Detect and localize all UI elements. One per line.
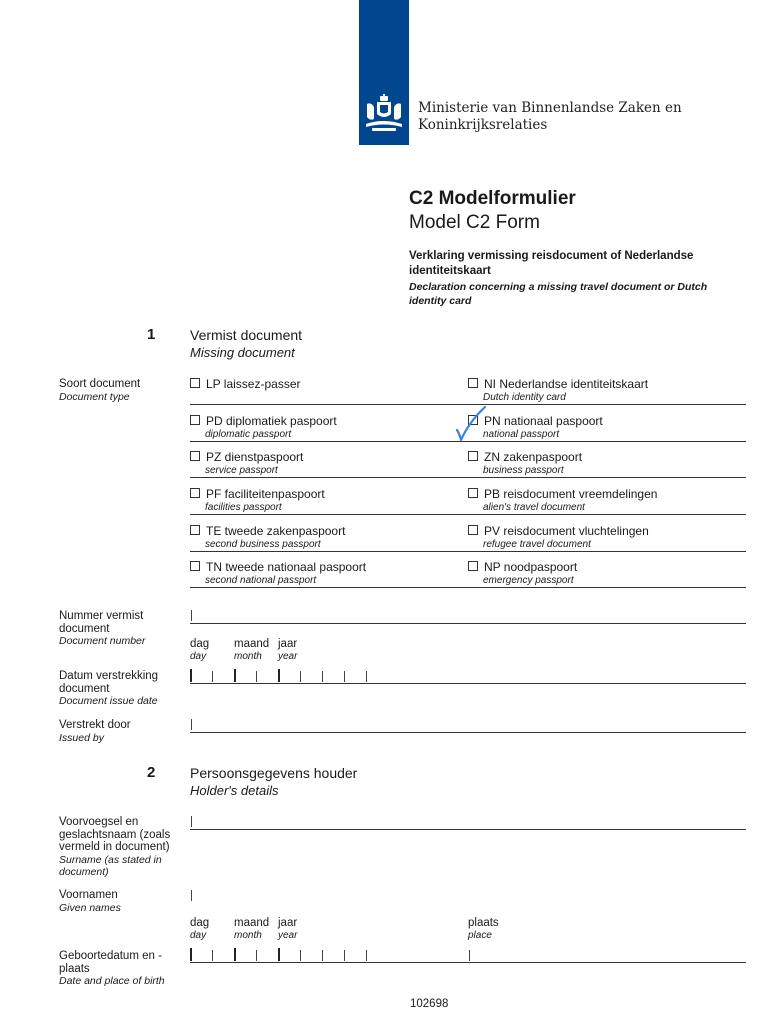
surname-input-line[interactable]	[190, 829, 746, 830]
issue-date-label	[59, 670, 184, 708]
row-divider	[190, 514, 746, 515]
ministry-line-2: Koninkrijksrelaties	[418, 117, 548, 133]
option-label-en: service passport	[205, 465, 278, 476]
row-divider	[190, 551, 746, 552]
month-label-en: month	[234, 650, 262, 662]
checkbox[interactable]	[468, 451, 478, 461]
birth-date-input[interactable]	[190, 948, 370, 962]
section-1-title-en: Missing document	[190, 345, 295, 360]
option-label-en: facilities passport	[205, 502, 282, 513]
option-pn[interactable]	[468, 415, 603, 441]
year-label-nl: jaar	[278, 917, 298, 929]
option-label-en: refugee travel document	[483, 539, 591, 550]
form-subtitle-en: Declaration concerning a missing travel document or Dutch identity card	[409, 281, 708, 307]
option-label: PF faciliteitenpaspoort	[206, 487, 325, 501]
doc-type-label-nl: Soort document	[59, 378, 141, 390]
doc-number-label	[59, 610, 184, 648]
doc-number-input-line[interactable]	[190, 623, 746, 624]
logo-bar	[359, 0, 409, 145]
option-label: NP noodpaspoort	[484, 560, 578, 574]
form-title: C2 Modelformulier	[409, 188, 576, 209]
option-lp[interactable]	[190, 378, 301, 391]
option-tn[interactable]	[190, 561, 366, 587]
digit-separator	[300, 950, 301, 961]
checkbox[interactable]	[468, 488, 478, 498]
option-label: TE tweede zakenpaspoort	[206, 524, 346, 538]
option-label-en: national passport	[483, 429, 560, 440]
doc-number-label-nl: Nummer vermist document	[59, 610, 144, 635]
day-label-en: day	[190, 929, 207, 941]
option-label: ZN zakenpaspoort	[484, 450, 583, 464]
place-label-en: place	[468, 929, 492, 941]
digit-separator	[190, 948, 192, 961]
issue-month-label	[234, 638, 269, 663]
digit-separator	[234, 948, 236, 961]
checkbox[interactable]	[190, 451, 200, 461]
option-label-en: emergency passport	[483, 575, 574, 586]
checkmark-icon	[454, 404, 488, 444]
issue-date-input-line	[190, 683, 746, 684]
digit-separator	[366, 671, 367, 682]
form-subtitle: Verklaring vermissing reisdocument of Nederlandse identiteitskaart	[409, 250, 694, 277]
issue-date-label-en: Document issue date	[59, 695, 158, 707]
section-1-number: 1	[147, 326, 156, 343]
place-label-nl: plaats	[468, 917, 499, 929]
issued-by-label-en: Issued by	[59, 731, 104, 744]
given-names-input-cursor[interactable]	[191, 890, 192, 901]
option-label: PZ dienstpaspoort	[206, 450, 304, 464]
royal-crest-icon	[363, 94, 405, 134]
birth-label-nl: Geboortedatum en -plaats	[59, 950, 162, 975]
option-pv[interactable]	[468, 525, 649, 551]
checkbox[interactable]	[190, 415, 200, 425]
birth-year-label	[278, 917, 297, 942]
digit-separator	[322, 671, 323, 682]
option-te[interactable]	[190, 525, 345, 551]
digit-separator	[344, 671, 345, 682]
digit-separator	[366, 950, 367, 961]
option-pb[interactable]	[468, 488, 657, 514]
form-title-en: Model C2 Form	[409, 212, 540, 233]
option-label: PD diplomatiek paspoort	[206, 414, 337, 428]
section-2-title-en: Holder's details	[190, 783, 279, 798]
option-label: PV reisdocument vluchtelingen	[484, 524, 649, 538]
issue-year-label	[278, 638, 297, 663]
issue-date-label-nl: Datum verstrekking document	[59, 670, 159, 695]
birth-place-input-cursor[interactable]	[469, 950, 470, 961]
surname-label-en: Surname (as stated in document)	[59, 853, 162, 878]
option-zn[interactable]	[468, 451, 582, 477]
given-names-label-en: Given names	[59, 901, 121, 914]
day-label-nl: dag	[190, 638, 210, 650]
surname-input-cursor[interactable]	[191, 816, 192, 827]
doc-type-label	[59, 378, 184, 403]
row-divider	[190, 477, 746, 478]
digit-separator	[322, 950, 323, 961]
surname-label-nl: Voorvoegsel en geslachtsnaam (zoals vermeld in document)	[59, 816, 171, 853]
digit-separator	[234, 669, 236, 682]
birth-day-label	[190, 917, 209, 942]
checkbox[interactable]	[190, 378, 200, 388]
year-label-en: year	[278, 650, 298, 662]
surname-label	[59, 816, 179, 879]
option-label: NI Nederlandse identiteitskaart	[484, 377, 649, 391]
checkbox[interactable]	[190, 561, 200, 571]
ministry-name	[418, 100, 682, 134]
option-pz[interactable]	[190, 451, 303, 477]
digit-separator	[300, 671, 301, 682]
day-label-nl: dag	[190, 917, 210, 929]
ministry-line-1: Ministerie van Binnenlandse Zaken en	[418, 100, 682, 116]
year-label-nl: jaar	[278, 638, 298, 650]
section-1-title: Vermist document	[190, 327, 303, 343]
issued-by-input-line[interactable]	[190, 732, 746, 733]
birth-input-line	[190, 962, 746, 963]
given-names-label	[59, 889, 184, 914]
digit-separator	[278, 669, 280, 682]
month-label-en: month	[234, 929, 262, 941]
section-2-number: 2	[147, 764, 156, 781]
digit-separator	[212, 671, 213, 682]
month-label-nl: maand	[234, 638, 270, 650]
option-label: PB reisdocument vreemdelingen	[484, 487, 658, 501]
day-label-en: day	[190, 650, 207, 662]
checkbox[interactable]	[468, 561, 478, 571]
form-code: 102698	[410, 998, 449, 1010]
issued-by-input-cursor[interactable]	[191, 719, 192, 730]
birth-label-en: Date and place of birth	[59, 975, 165, 987]
section-2-title: Persoonsgegevens houder	[190, 765, 358, 781]
issue-date-input[interactable]	[190, 669, 370, 683]
doc-number-input-cursor[interactable]	[191, 610, 192, 621]
option-pf[interactable]	[190, 488, 325, 514]
checkbox[interactable]	[190, 525, 200, 535]
option-label-en: Dutch identity card	[483, 392, 566, 403]
issued-by-label	[59, 719, 184, 744]
option-label-en: alien's travel document	[483, 502, 585, 513]
birth-place-label	[468, 917, 499, 942]
digit-separator	[212, 950, 213, 961]
option-label-en: business passport	[483, 465, 564, 476]
digit-separator	[256, 671, 257, 682]
option-label: LP laissez-passer	[206, 377, 301, 391]
issued-by-label-nl: Verstrekt door	[59, 719, 131, 731]
checkbox[interactable]	[190, 488, 200, 498]
option-pd[interactable]	[190, 415, 337, 441]
digit-separator	[344, 950, 345, 961]
given-names-label-nl: Voornamen	[59, 889, 118, 901]
option-np[interactable]	[468, 561, 577, 587]
option-label: TN tweede nationaal paspoort	[206, 560, 367, 574]
year-label-en: year	[278, 929, 298, 941]
digit-separator	[256, 950, 257, 961]
birth-month-label	[234, 917, 269, 942]
option-label-en: second national passport	[205, 575, 317, 586]
doc-type-label-en: Document type	[59, 390, 130, 403]
digit-separator	[278, 948, 280, 961]
option-label-en: diplomatic passport	[205, 429, 292, 440]
checkbox[interactable]	[468, 378, 478, 388]
checkbox[interactable]	[468, 525, 478, 535]
birth-label	[59, 950, 184, 988]
digit-separator	[190, 669, 192, 682]
month-label-nl: maand	[234, 917, 270, 929]
issue-day-label	[190, 638, 209, 663]
option-label-en: second business passport	[205, 539, 321, 550]
option-ni[interactable]	[468, 378, 648, 404]
doc-number-label-en: Document number	[59, 635, 146, 647]
row-divider	[190, 587, 746, 588]
option-label: PN nationaal paspoort	[484, 414, 603, 428]
